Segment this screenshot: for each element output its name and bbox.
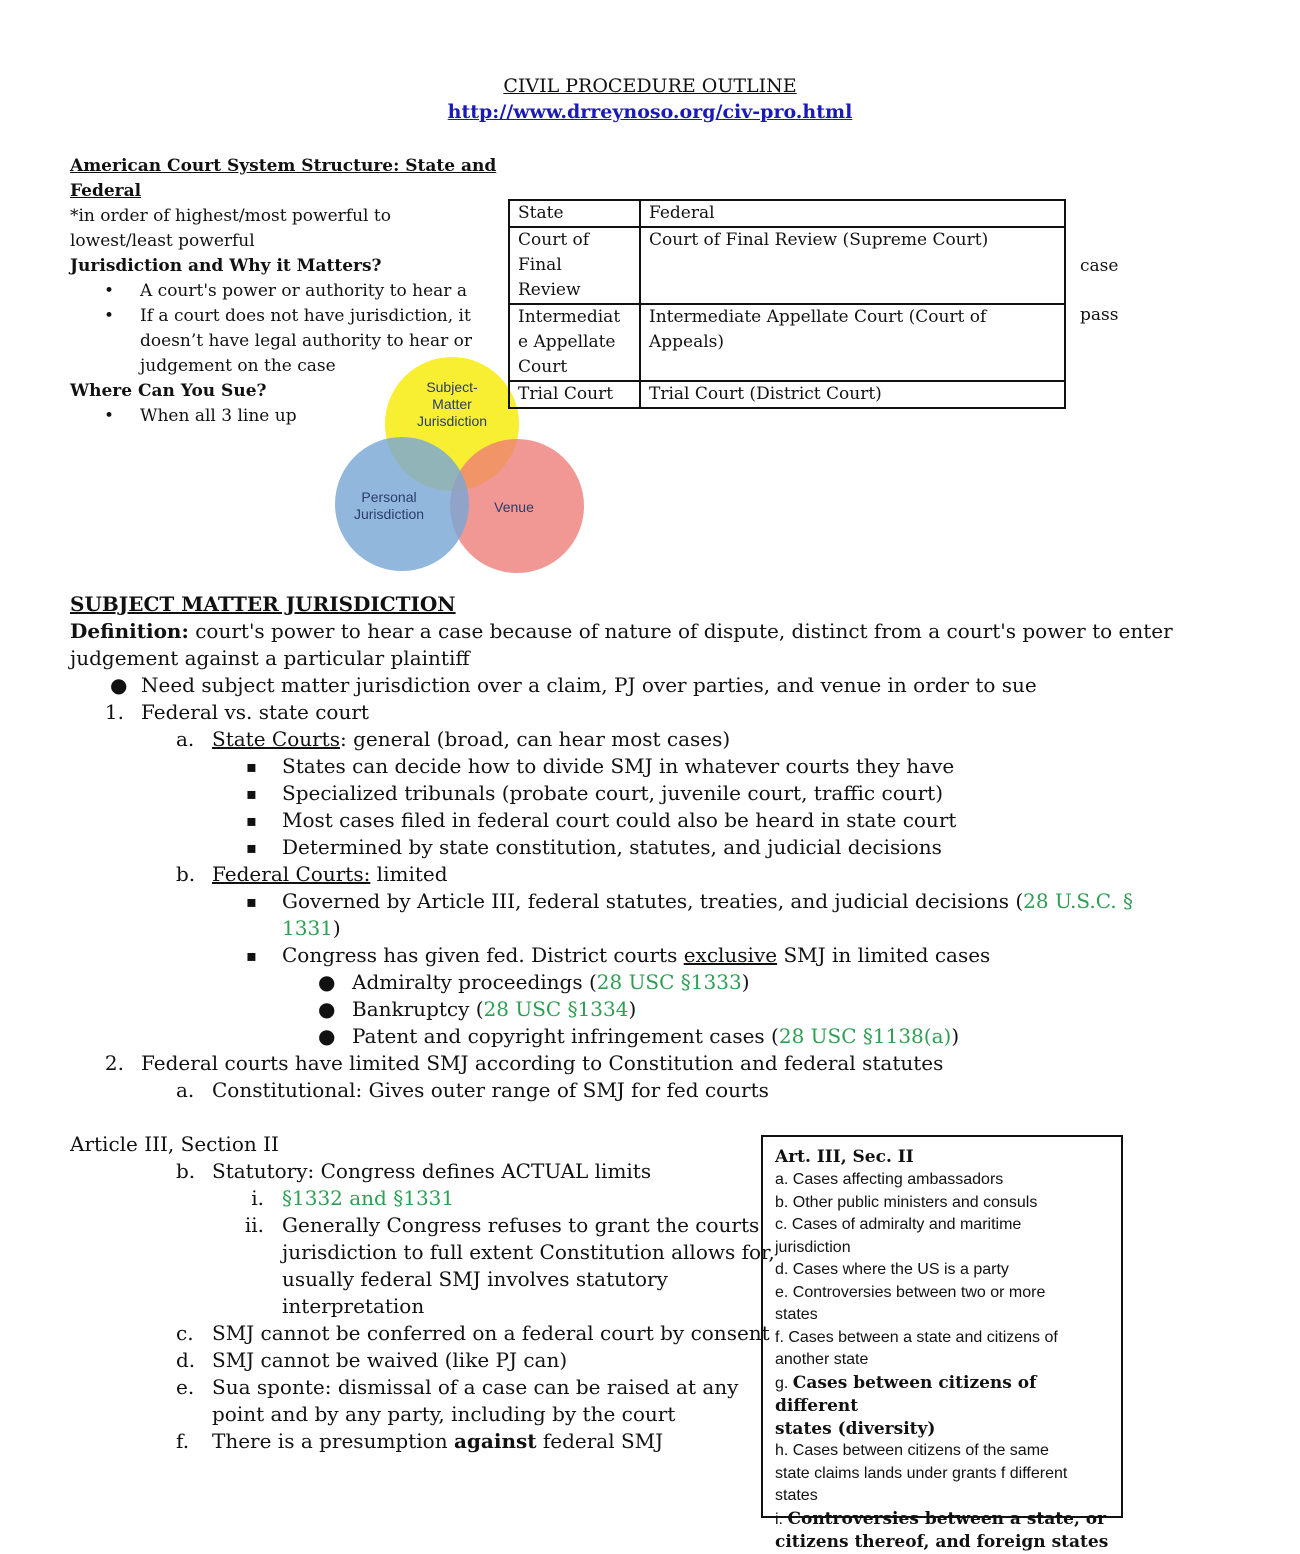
list-marker: c. bbox=[176, 1321, 194, 1345]
sidebar-item: f. Cases between a state and citizens of bbox=[775, 1328, 1058, 1346]
page-title: CIVIL PROCEDURE OUTLINE bbox=[503, 75, 797, 97]
list-item: Governed by Article III, federal statutes, treaties, and judicial decisions (28 U.S.C. § bbox=[282, 889, 1134, 913]
list-marker: a. bbox=[176, 727, 195, 751]
venn-label: Personal bbox=[361, 489, 417, 505]
article-reference: Article III, Section II bbox=[70, 1132, 279, 1156]
list-item: Generally Congress refuses to grant the courts bbox=[282, 1213, 760, 1237]
list-item-continuation: jurisdiction to full extent Constitution allows for, bbox=[282, 1240, 775, 1264]
list-item-continuation: judgement on the case bbox=[140, 356, 336, 376]
list-marker: 2. bbox=[104, 1051, 124, 1075]
venn-label: Jurisdiction bbox=[353, 506, 425, 522]
court-structure-table bbox=[508, 199, 1066, 409]
venn-label: Matter bbox=[432, 396, 472, 412]
list-item-continuation: doesn’t have legal authority to hear or bbox=[140, 331, 473, 351]
list-item: SMJ cannot be conferred on a federal court by consent bbox=[212, 1321, 770, 1345]
sidebar-item: c. Cases of admiralty and maritime bbox=[775, 1216, 1022, 1233]
sidebar-item: i. Controversies between a state, or bbox=[775, 1508, 1107, 1529]
definition-line: judgement against a particular plaintiff bbox=[70, 646, 470, 670]
list-item: States can decide how to divide SMJ in whatever courts they have bbox=[282, 754, 955, 778]
list-item: SMJ cannot be waived (like PJ can) bbox=[212, 1348, 568, 1372]
list-item: • When all 3 line up bbox=[68, 404, 500, 429]
court-order-note-line1: *in order of highest/most powerful to bbox=[70, 206, 391, 226]
definition-line: Definition: court's power to hear a case because of nature of dispute, distinct from a court's power to enter bbox=[70, 619, 1173, 643]
table-cell: Trial Court (District Court) bbox=[640, 381, 1065, 408]
table-row bbox=[509, 227, 1065, 304]
table-row bbox=[509, 381, 1065, 408]
sidebar-item: g. Cases between citizens of different bbox=[775, 1372, 1037, 1416]
list-marker: f. bbox=[176, 1429, 190, 1453]
sidebar-title: Art. III, Sec. II bbox=[775, 1147, 914, 1167]
need-bullet: Need subject matter jurisdiction over a claim, PJ over parties, and venue in order to sue bbox=[141, 673, 1037, 697]
list-item: Congress has given fed. District courts exclusive SMJ in limited cases bbox=[282, 943, 991, 967]
sidebar-item: states (diversity) bbox=[775, 1418, 936, 1439]
table-header-state: State bbox=[509, 200, 640, 227]
venn-label: Venue bbox=[494, 499, 534, 515]
list-marker: ii. bbox=[244, 1213, 264, 1237]
square-bullet-icon: ▪ bbox=[246, 784, 257, 803]
list-marker: b. bbox=[176, 1159, 196, 1183]
square-bullet-icon: ▪ bbox=[246, 946, 257, 965]
sidebar-item: state claims lands under grants f different bbox=[775, 1464, 1068, 1482]
list-item: ● bbox=[110, 673, 128, 697]
sidebar-item: citizens thereof, and foreign states bbox=[775, 1532, 1109, 1552]
stray-word: pass bbox=[1080, 305, 1119, 325]
square-bullet-icon: ▪ bbox=[246, 811, 257, 830]
list-item: State Courts: general (broad, can hear most cases) bbox=[212, 727, 731, 751]
bullet-icon: ● bbox=[318, 997, 336, 1021]
list-marker: e. bbox=[176, 1375, 195, 1399]
bullet-icon: ● bbox=[318, 1024, 336, 1048]
court-system-heading: American Court System Structure: State and Federal bbox=[70, 156, 497, 201]
table-cell: Intermediat e Appellate Court bbox=[509, 304, 640, 381]
list-item: Sua sponte: dismissal of a case can be raised at any bbox=[212, 1375, 739, 1399]
list-marker: i. bbox=[251, 1186, 264, 1210]
table-header-federal: Federal bbox=[640, 200, 1065, 227]
sidebar-item: e. Controversies between two or more bbox=[775, 1283, 1046, 1301]
article-three-sidebar bbox=[761, 1135, 1123, 1552]
list-item: • A court's power or authority to hear a bbox=[68, 279, 500, 304]
sidebar-item: another state bbox=[775, 1351, 869, 1368]
table-cell: Court of Final Review bbox=[509, 227, 640, 304]
court-order-note-line2: lowest/least powerful bbox=[70, 231, 255, 251]
bullet-icon: ● bbox=[318, 970, 336, 994]
bullet-icon: • bbox=[104, 306, 115, 326]
list-item: Statutory: Congress defines ACTUAL limits bbox=[212, 1159, 652, 1183]
smj-heading: SUBJECT MATTER JURISDICTION bbox=[70, 592, 456, 616]
sidebar-item: a. Cases affecting ambassadors bbox=[775, 1171, 1004, 1188]
list-item-continuation: point and by any party, including by the court bbox=[212, 1402, 676, 1426]
list-item: Federal courts have limited SMJ according to Constitution and federal statutes bbox=[141, 1051, 944, 1075]
list-marker: b. bbox=[176, 862, 196, 886]
list-item: Bankruptcy (28 USC §1334) bbox=[352, 997, 637, 1021]
list-item: §1332 and §1331 bbox=[282, 1186, 455, 1210]
venn-label: Jurisdiction bbox=[416, 413, 488, 429]
list-item: Specialized tribunals (probate court, juvenile court, traffic court) bbox=[282, 781, 944, 805]
list-item: Patent and copyright infringement cases (28 USC §1138(a)) bbox=[352, 1024, 960, 1048]
list-item: Most cases filed in federal court could also be heard in state court bbox=[282, 808, 957, 832]
sidebar-item: d. Cases where the US is a party bbox=[775, 1261, 1009, 1278]
sidebar-item: jurisdiction bbox=[775, 1238, 851, 1256]
list-marker: a. bbox=[176, 1078, 195, 1102]
square-bullet-icon: ▪ bbox=[246, 838, 257, 857]
table-cell: Court of Final Review (Supreme Court) bbox=[640, 227, 1065, 304]
list-item: • If a court does not have jurisdiction, it bbox=[68, 304, 500, 329]
list-item: There is a presumption against federal SMJ bbox=[212, 1429, 664, 1453]
table-row bbox=[509, 304, 1065, 381]
list-marker: d. bbox=[176, 1348, 196, 1372]
table-row bbox=[509, 200, 1065, 227]
sidebar-item: h. Cases between citizens of the same bbox=[775, 1442, 1049, 1459]
list-item: Federal Courts: limited bbox=[212, 862, 448, 886]
list-item: Determined by state constitution, statutes, and judicial decisions bbox=[282, 835, 942, 859]
sidebar-item: states bbox=[775, 1306, 818, 1323]
square-bullet-icon: ▪ bbox=[246, 892, 257, 911]
list-item-continuation: usually federal SMJ involves statutory bbox=[282, 1267, 668, 1291]
sidebar-item: b. Other public ministers and consuls bbox=[775, 1193, 1038, 1211]
table-cell: Intermediate Appellate Court (Court of Appeals) bbox=[640, 304, 1065, 381]
venn-label: Subject- bbox=[426, 379, 478, 395]
stray-word: case bbox=[1080, 256, 1119, 276]
list-item: Federal vs. state court bbox=[141, 700, 369, 724]
jurisdiction-heading: Jurisdiction and Why it Matters? bbox=[70, 256, 382, 276]
list-item: Admiralty proceedings (28 USC §1333) bbox=[352, 970, 750, 994]
sidebar-item: states bbox=[775, 1487, 818, 1504]
list-item: Constitutional: Gives outer range of SMJ for fed courts bbox=[212, 1078, 769, 1102]
list-marker: 1. bbox=[104, 700, 124, 724]
list-item-continuation: 1331) bbox=[282, 916, 341, 940]
bullet-icon: • bbox=[104, 281, 115, 301]
table-cell: Trial Court bbox=[509, 381, 640, 408]
source-link[interactable]: http://www.drreynoso.org/civ-pro.html bbox=[447, 101, 853, 123]
bullet-icon: • bbox=[104, 406, 115, 426]
where-sue-heading: Where Can You Sue? bbox=[70, 381, 267, 401]
square-bullet-icon: ▪ bbox=[246, 757, 257, 776]
list-item-continuation: interpretation bbox=[282, 1294, 425, 1318]
